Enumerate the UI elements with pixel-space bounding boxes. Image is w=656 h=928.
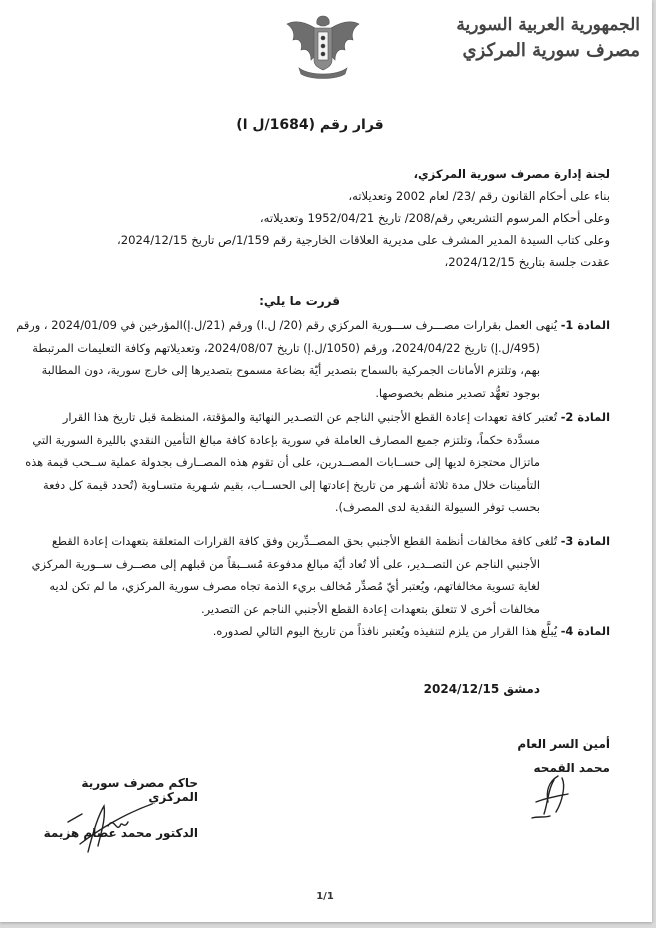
article-line: يُنهى العمل بقرارات مصـــرف ســـورية المركزي رقم (20/ ل.ا) ورقم (21/ل.إ)المؤرخين في 2024/01/09 ، ورقم [16,318,558,332]
governor-title: حاكم مصرف سورية المركزي [81,776,198,804]
committee-heading: لجنة إدارة مصرف سورية المركزي، [413,167,610,181]
preamble-line: عقدت جلسة بتاريخ 2024/12/15، [444,255,610,269]
article-label: المادة 2- [560,410,610,424]
article-line: لغاية تسوية مخالفاتهم، ويُعتبر أيّ مُصدِّر مُخالف بريء الذمة تجاه مصرف سورية المركزي، ما لم تكن لديه [49,579,540,593]
secretary-title: أمين السر العام [517,737,610,751]
secretary-name: محمد القمحه [533,761,610,775]
syrian-eagle-emblem-icon [285,10,361,82]
article-1 [16,314,610,404]
preamble-line: بناء على أحكام القانون رقم /23/ لعام 2002 وتعديلاته، [348,189,610,203]
decision-title: قرار رقم (1684/ل ا) [236,117,384,133]
page-number: 1/1 [316,891,334,902]
article-line: مسدَّدة حكماً، وتلتزم جميع المصارف العاملة في سورية بإعادة كافة مبالغ التأمين النقدي بالليرة السورية التي [32,432,540,447]
article-line: تُلغى كافة مخالفات أنظمة القطع الأجنبي بحق المصــدِّرين وفق كافة القرارات المتعلقة بتعهدات إعادة القطع [51,534,558,548]
article-line: بهم، وتلتزم الأمانات الجمركية بالسماح بتصدير أيّة بضاعة مسموح بتصديرها إلى خارج سورية، دون المطالبة [41,363,540,377]
article-line: يُبلَّغ هذا القرار من يلزم لتنفيذه ويُعتبر نافذاً من تاريخ اليوم التالي لصدوره. [212,624,558,638]
governor-name: الدكتور محمد عصام هزيمة [43,826,198,840]
article-line: الأجنبي الناجم عن التصــدير، على ألا تُعاد أيّة مبالغ مدفوعة مُســبقاً من قبلهم إلى مصــرف ســورية المركزي [31,556,540,571]
preamble-line: وعلى كتاب السيدة المدير المشرف على مديرية العلاقات الخارجية رقم 1/159/ص تاريخ 2024/12/15، [117,233,610,247]
secretary-signature-icon [518,772,578,822]
article-line: التأمينات خلال مدة ثلاثة أشـهر من تاريخ إعادتها إلى الحســاب، بقيم شـهرية متسـاوية (تُحدد قيمة كل دفعة [43,477,540,492]
article-4 [20,620,610,643]
article-label: المادة 1- [560,318,610,332]
article-line: مخالفات أخرى لا تتعلق بتعهدات إعادة القطع الأجنبي الناجم عن التصدير. [200,601,540,616]
letterhead-bank: مصرف سورية المركزي [462,40,640,61]
article-label: المادة 4- [560,624,610,638]
article-label: المادة 3- [560,534,610,548]
preamble [30,163,610,273]
date-place: دمشق 2024/12/15 [423,682,540,696]
article-line: ماتزال محتجزة لديها إلى حســابات المصــدرين، على أن تقوم هذه المصــارف بجدولة عملية ســحب قيمة هذه [25,455,540,469]
preamble-line: وعلى أحكام المرسوم التشريعي رقم/208/ تاريخ 1952/04/21 وتعديلاته، [259,211,610,225]
article-line: بوجود تعهُّد تصدير منظم بخصوصها. [375,385,540,400]
decided-heading: قررت ما يلي: [259,294,340,308]
letterhead [440,12,640,64]
article-line: بحسب توفر السيولة النقدية لدى المصرف). [334,500,540,514]
article-line: (495/ل.إ) تاريخ 2024/04/22، ورقم (1050/ل.إ) تاريخ 2024/08/07، وتعديلاتهم وكافة التعليمات المرتبطة [32,340,540,355]
article-3 [20,530,610,620]
article-2 [20,406,610,519]
letterhead-republic: الجمهورية العربية السورية [456,15,640,35]
article-line: تُعتبر كافة تعهدات إعادة القطع الأجنبي الناجم عن التصـدير النهائية والمؤقتة، المنظمة قبل تاريخ هذا القرار [62,410,558,424]
